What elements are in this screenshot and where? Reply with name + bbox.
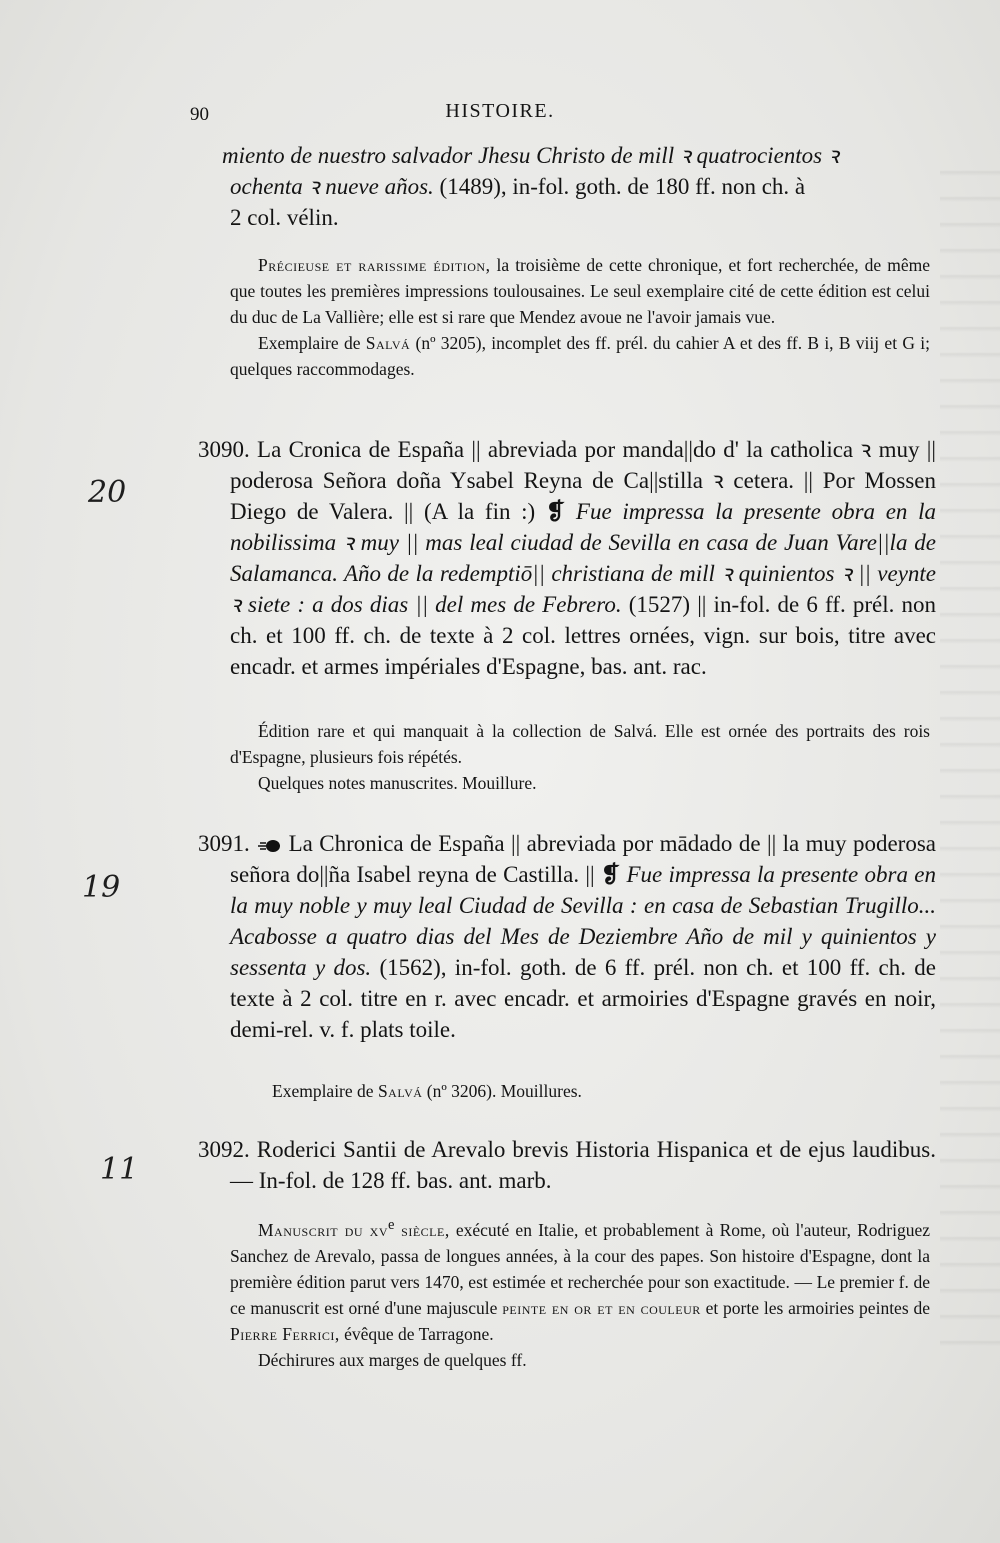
- note2-condition: Quelques notes manuscrites. Mouillure.: [258, 773, 537, 793]
- note4-condition: Déchirures aux marges de quelques ff.: [258, 1349, 527, 1370]
- continuation-details: (1489), in-fol. goth. de 180 ff. non ch. à: [433, 174, 806, 199]
- note4-text-b: et porte les armoiries peintes de: [700, 1297, 930, 1318]
- note-block-2: [230, 718, 930, 796]
- entry-3091-number: 3091.: [198, 831, 250, 856]
- note4-name: Pierre Ferrici,: [230, 1323, 340, 1344]
- note3-salva: Salvá: [377, 1081, 423, 1101]
- margin-annotation-20: 20: [88, 475, 127, 510]
- entry-3090-title: La Cronica de España || abreviada por manda||do d' la catholica ꝛ muy || poderosa Señora doña Ysabel Reyna de Ca||stilla ꝛ cetera. || Por Mossen Diego de Valera. || (A la fin :): [230, 437, 936, 524]
- note4-text-a: exécuté en Italie, et probablement à Rome, où l'auteur, Rodriguez Sanchez de Arevalo, passa de longues années, à la cour des papes. Son histoire d'Espagne, dont la première édition parut vers 1470, est estimée et recherchée pour son exactitude. — Le premier f. de ce manuscrit est orné d'une majuscule: [230, 1219, 931, 1318]
- note4-sup: e: [388, 1217, 395, 1233]
- show-through-shadow: [940, 150, 1000, 1350]
- entry-3091: [198, 828, 936, 1045]
- entry-3092: [198, 1134, 936, 1196]
- entry-3091-title: La Chronica de España || abreviada por mādado de || la muy poderosa señora do||ña Isabel reyna de Castilla. ||: [230, 831, 936, 887]
- entry-3090-number: 3090.: [198, 437, 250, 462]
- note1-copy-b: (nº 3205), incomplet des ff. prél. du cahier A et des ff. B i, B viij et G i; quelques raccommodages.: [230, 333, 930, 379]
- note1-lead: Précieuse et rarissime édition,: [258, 255, 491, 275]
- note-block-3: [230, 1078, 930, 1104]
- entry-3091-colophon: Fue impressa la presente obra en la muy noble y muy leal Ciudad de Sevilla : en casa de Sebastian Trugillo... Acabosse a quatro dias del Mes de Deziembre Año de mil y quinientos y sessenta y dos.: [230, 862, 937, 980]
- page-number: 90: [190, 104, 209, 125]
- note4-lead2: siècle,: [394, 1219, 450, 1240]
- paragraph-mark-icon: ❡: [600, 862, 621, 887]
- note4-lead: Manuscrit du xv: [258, 1219, 389, 1240]
- entry-3092-title: Roderici Santii de Arevalo brevis Historia Hispanica et de ejus laudibus. — In-fol. de 128 ff. bas. ant. marb.: [230, 1137, 936, 1193]
- continuation-title-line1: miento de nuestro salvador Jhesu Christo de mill ꝛ quatrocientos ꝛ: [222, 143, 839, 168]
- note1-copy-salva: Salvá: [365, 333, 411, 353]
- note-block-4: [230, 1212, 930, 1373]
- entry-3091-collation: (1562), in-fol. goth. de 6 ff. prél. non ch. et 100 ff. ch. de texte à 2 col. titre en r. avec encadr. et armoiries d'Espagne gravés en noir, demi-rel. v. f. plats toile.: [230, 955, 936, 1042]
- margin-annotation-19: 19: [82, 870, 121, 905]
- pointing-hand-icon: [256, 838, 282, 854]
- note4-text-c: évêque de Tarragone.: [339, 1323, 494, 1344]
- note3-a: Exemplaire de: [272, 1081, 378, 1101]
- note1-copy-a: Exemplaire de: [258, 333, 366, 353]
- continuation-title-line2: ochenta ꝛ nueve años.: [230, 174, 434, 199]
- note-block-1: [230, 252, 930, 382]
- note3-b: (nº 3206). Mouillures.: [422, 1081, 582, 1101]
- note4-painted: peinte en or et en couleur: [502, 1297, 701, 1318]
- entry-3090: [198, 434, 936, 682]
- running-title: HISTOIRE.: [445, 100, 555, 122]
- entry-3092-number: 3092.: [198, 1137, 250, 1162]
- note2-text: Édition rare et qui manquait à la collection de Salvá. Elle est ornée des portraits des rois d'Espagne, plusieurs fois répétés.: [230, 721, 930, 767]
- note1-text: la troisième de cette chronique, et fort recherchée, de même que toutes les premières impressions toulousaines. Le seul exemplaire cité de cette édition est celui du duc de La Vallière; elle est si rare que Mendez avoue ne l'avoir jamais vue.: [230, 255, 930, 327]
- entry-3090-collation: (1527) || in-fol. de 6 ff. prél. non ch. et 100 ff. ch. de texte à 2 col. lettres ornées, vign. sur bois, titre avec encadr. et armes impériales d'Espagne, bas. ant. rac.: [230, 592, 936, 679]
- entry-3090-colophon: Fue impressa la presente obra en la nobilissima ꝛ muy || mas leal ciudad de Sevilla en casa de Juan Vare||la de Salamanca. Año de la redemptiō|| christiana de mill ꝛ quinientos ꝛ || veynte ꝛ siete : a dos dias || del mes de Febrero.: [230, 499, 936, 617]
- margin-annotation-11: 11: [100, 1152, 139, 1187]
- entry-continuation: [198, 140, 936, 233]
- continuation-end: 2 col. vélin.: [230, 205, 339, 230]
- paragraph-mark-icon: ❡: [545, 499, 566, 524]
